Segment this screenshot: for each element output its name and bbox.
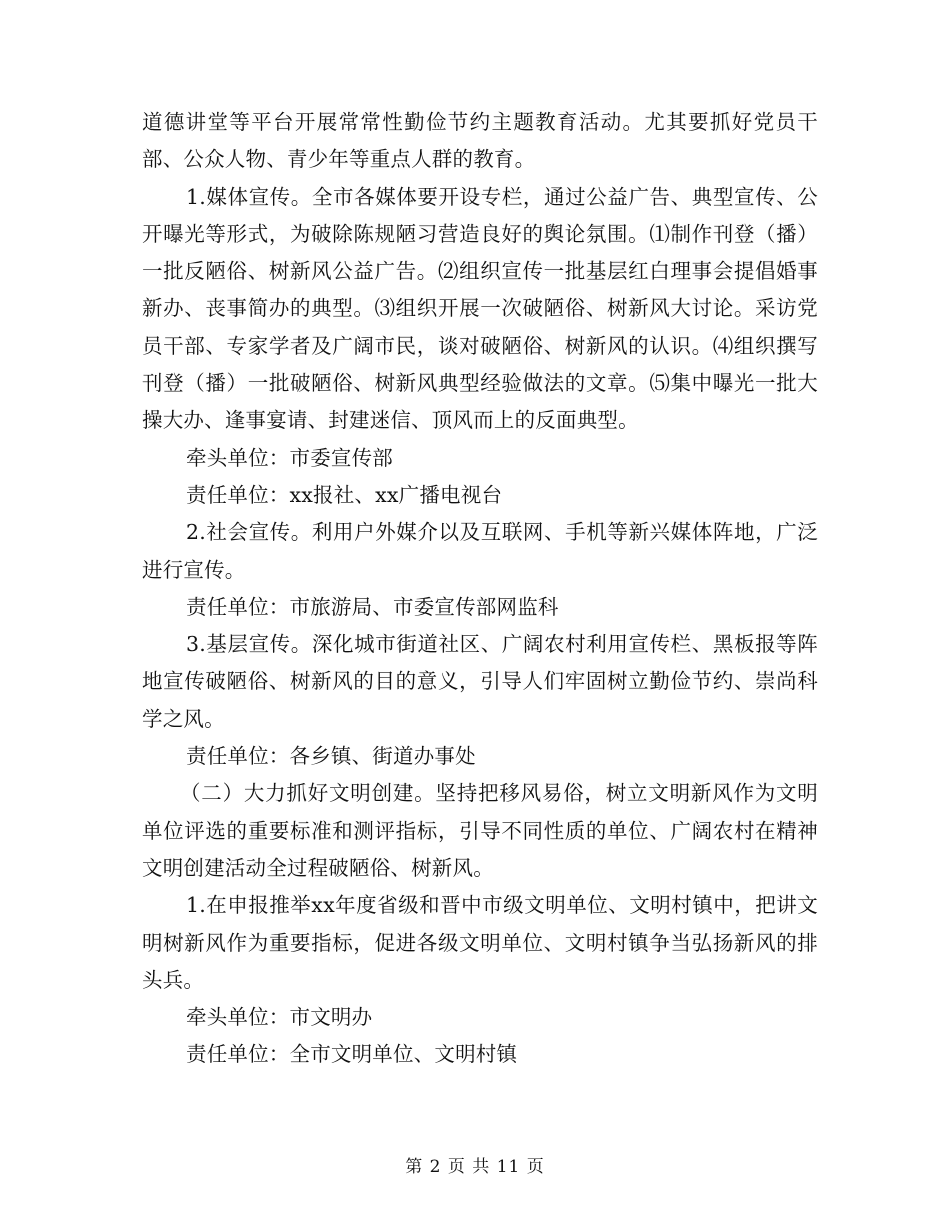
paragraph-responsible-unit: 责任单位：各乡镇、街道办事处 [186, 744, 476, 769]
paragraph-civilization-creation: （二）大力抓好文明创建。坚持把移风易俗，树立文明新风作为文明单位评选的重要标准和测评指标，引导不同性质的单位、广阔农村在精神文明创建活动全过程破陋俗、树新风。 [142, 781, 818, 880]
paragraph-responsible-unit: 责任单位：xx报社、xx广播电视台 [186, 482, 503, 507]
paragraph-media-publicity: 1.媒体宣传。全市各媒体要开设专栏，通过公益广告、典型宣传、公开曝光等形式，为破除陈规陋习营造良好的舆论氛围。⑴制作刊登（播）一批反陋俗、树新风公益广告。⑵组织宣传一批基层红白理事会提倡婚事新办、丧事简办的典型。⑶组织开展一次破陋俗、树新风大讨论。采访党员干部、专家学者及广阔市民，谈对破陋俗、树新风的认识。⑷组织撰写刊登（播）一批破陋俗、树新风典型经验做法的文章。⑸集中曝光一批大操大办、逢事宴请、封建迷信、顶风而上的反面典型。 [142, 184, 818, 433]
paragraph-responsible-unit: 责任单位：全市文明单位、文明村镇 [186, 1042, 518, 1067]
paragraph-responsible-unit: 责任单位：市旅游局、市委宣传部网监科 [186, 594, 559, 619]
paragraph-grassroots-publicity: 3.基层宣传。深化城市街道社区、广阔农村利用宣传栏、黑板报等阵地宣传破陋俗、树新风的目的意义，引导人们牢固树立勤俭节约、崇尚科学之风。 [142, 632, 818, 731]
paragraph-continuation: 道德讲堂等平台开展常常性勤俭节约主题教育活动。尤其要抓好党员干部、公众人物、青少年等重点人群的教育。 [142, 110, 818, 172]
paragraph-lead-unit: 牵头单位：市委宣传部 [186, 445, 393, 470]
document-body [142, 104, 818, 1074]
paragraph-social-publicity: 2.社会宣传。利用户外媒介以及互联网、手机等新兴媒体阵地，广泛进行宣传。 [142, 520, 818, 582]
page-number-footer: 第 2 页 共 11 页 [405, 1157, 545, 1177]
paragraph-lead-unit: 牵头单位：市文明办 [186, 1005, 373, 1030]
paragraph-civilized-unit-selection: 1.在申报推举xx年度省级和晋中市级文明单位、文明村镇中，把讲文明树新风作为重要指标，促进各级文明单位、文明村镇争当弘扬新风的排头兵。 [142, 893, 818, 992]
